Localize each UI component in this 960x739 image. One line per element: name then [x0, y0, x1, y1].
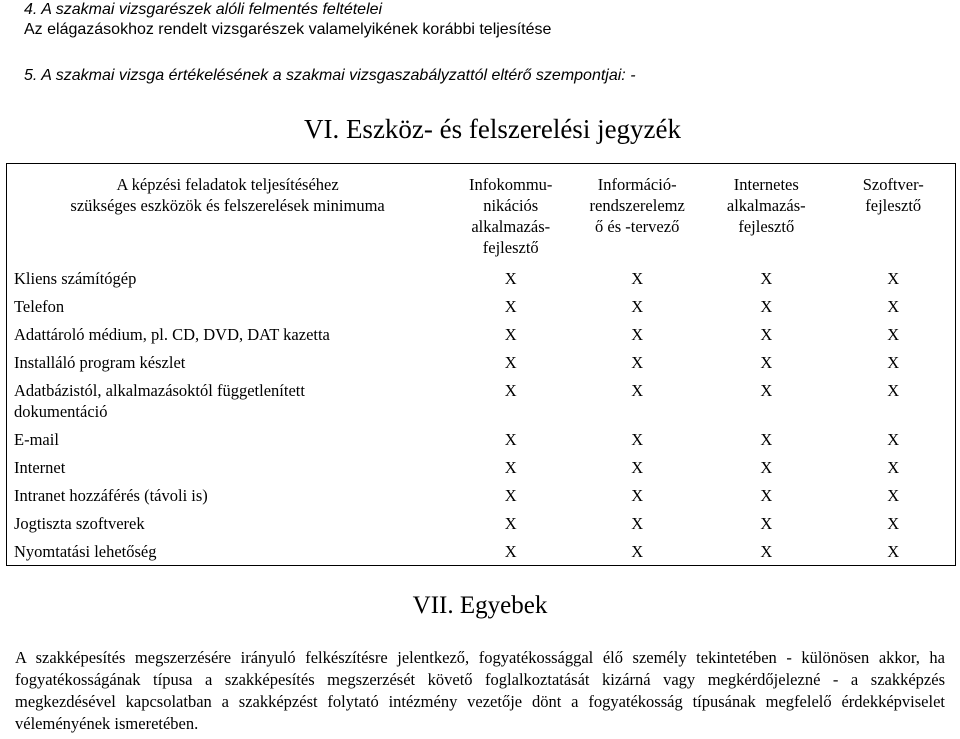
intro-line-exemption-heading: 4. A szakmai vizsgarészek alóli felmentés feltételei [24, 1, 383, 18]
mark-cell: X [887, 514, 900, 533]
equipment-label: Kliens számítógép [14, 269, 137, 288]
mark-cell: X [760, 542, 773, 561]
mark-cell: X [504, 430, 517, 449]
mark-cell: X [887, 353, 900, 372]
table-header-row [7, 164, 956, 265]
intro-line-exemption-text: Az elágazásokhoz rendelt vizsgarészek valamelyikének korábbi teljesítése [24, 21, 552, 38]
column-header-4: Szoftver- fejlesztő [862, 175, 924, 215]
mark-cell: X [504, 269, 517, 288]
equipment-label: Adattároló médium, pl. CD, DVD, DAT kazetta [14, 325, 330, 344]
mark-cell: X [504, 514, 517, 533]
mark-cell: X [504, 458, 517, 477]
equipment-label: Installáló program készlet [14, 353, 186, 372]
mark-cell: X [631, 458, 644, 477]
table-row [7, 425, 956, 453]
mark-cell: X [887, 269, 900, 288]
equipment-label: Nyomtatási lehetőség [14, 542, 157, 561]
mark-cell: X [504, 486, 517, 505]
mark-cell: X [760, 514, 773, 533]
section-6-title [0, 111, 960, 147]
mark-cell: X [504, 297, 517, 316]
mark-cell: X [887, 297, 900, 316]
mark-cell: X [504, 542, 517, 561]
table-row [7, 348, 956, 376]
mark-cell: X [631, 514, 644, 533]
column-header-2: Információ- rendszerelemz ő és -tervező [589, 175, 685, 236]
mark-cell: X [760, 381, 773, 400]
mark-cell: X [887, 458, 900, 477]
mark-cell: X [631, 353, 644, 372]
intro-block [24, 0, 944, 86]
column-header-1: Infokommu- nikációs alkalmazás- fejlesztő [469, 175, 553, 257]
table-row [7, 481, 956, 509]
mark-cell: X [887, 542, 900, 561]
equipment-label: Intranet hozzáférés (távoli is) [14, 486, 208, 505]
mark-cell: X [760, 297, 773, 316]
mark-cell: X [631, 297, 644, 316]
mark-cell: X [887, 381, 900, 400]
mark-cell: X [887, 430, 900, 449]
mark-cell: X [760, 430, 773, 449]
table-body [7, 264, 956, 566]
table-row [7, 537, 956, 566]
intro-line-evaluation: 5. A szakmai vizsga értékelésének a szakmai vizsgaszabályzattól eltérő szempontjai: - [24, 67, 636, 84]
mark-cell: X [887, 325, 900, 344]
equipment-label: Adatbázistól, alkalmazásoktól függetlenített dokumentáció [14, 381, 305, 421]
mark-cell: X [631, 381, 644, 400]
section-6-title-text: VI. Eszköz- és felszerelési jegyzék [303, 114, 682, 144]
mark-cell: X [760, 353, 773, 372]
table-row [7, 376, 956, 425]
mark-cell: X [760, 325, 773, 344]
mark-cell: X [887, 486, 900, 505]
mark-cell: X [760, 269, 773, 288]
equipment-table [6, 163, 956, 566]
equipment-label: Jogtiszta szoftverek [14, 514, 145, 533]
mark-cell: X [760, 486, 773, 505]
section-7-title: VII. Egyebek [412, 592, 548, 619]
column-header-0: A képzési feladatok teljesítéséhez szükséges eszközök és felszerelések minimuma [70, 175, 385, 215]
table-row [7, 509, 956, 537]
mark-cell: X [631, 486, 644, 505]
table-row [7, 292, 956, 320]
mark-cell: X [631, 325, 644, 344]
mark-cell: X [504, 325, 517, 344]
mark-cell: X [504, 353, 517, 372]
mark-cell: X [504, 381, 517, 400]
mark-cell: X [760, 458, 773, 477]
equipment-label: E-mail [14, 430, 59, 449]
table-row [7, 264, 956, 292]
table-row [7, 320, 956, 348]
section-7-paragraph: A szakképesítés megszerzésére irányuló felkészítésre jelentkező, fogyatékossággal élő személy tekintetében - különösen akkor, ha fogyatékosságának típusa a szakképesítés megszerzését követő foglalkoztatását kizárná vagy megkérdőjelezné - a szakképzés megkezdésével kapcsolatban a szakképzést folytató intézmény vezetője dönt a fogyatékosság típusának megfelelő érdekképviselet véleményének ismeretében. [15, 648, 945, 733]
mark-cell: X [631, 542, 644, 561]
equipment-label: Internet [14, 458, 66, 477]
table-row [7, 453, 956, 481]
mark-cell: X [631, 269, 644, 288]
column-header-3: Internetes alkalmazás- fejlesztő [726, 175, 806, 236]
mark-cell: X [631, 430, 644, 449]
equipment-label: Telefon [14, 297, 65, 316]
